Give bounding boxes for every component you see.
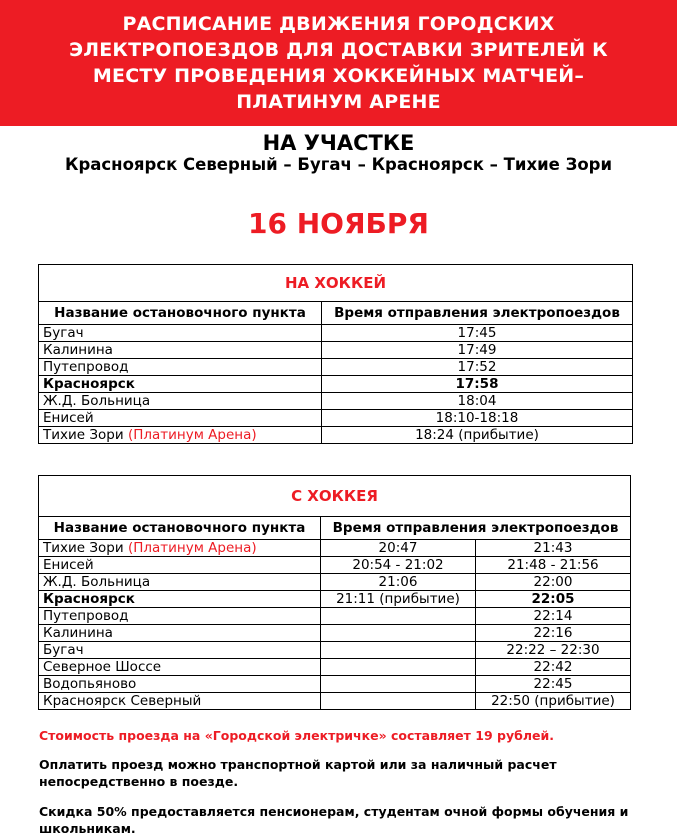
stop-name: Бугач: [43, 642, 84, 658]
table-row: [39, 393, 633, 410]
departure-time-train-1: [321, 676, 476, 693]
stop-name-cell: [39, 325, 322, 342]
departure-time: 17:49: [322, 342, 633, 359]
table-row: [39, 557, 631, 574]
stop-name: Красноярск: [43, 591, 135, 607]
table-row: [39, 693, 631, 710]
departure-time-train-2: 22:42: [476, 659, 631, 676]
stop-name: Ж.Д. Больница: [43, 393, 151, 409]
table-row: [39, 427, 633, 444]
departure-time-train-2: 21:43: [476, 540, 631, 557]
departure-time-train-1: 21:11 (прибытие): [321, 591, 476, 608]
stop-name-cell: [39, 540, 321, 557]
departure-time-train-2: 21:48 - 21:56: [476, 557, 631, 574]
departure-time: 17:45: [322, 325, 633, 342]
stop-name: Путепровод: [43, 359, 129, 375]
departure-time-train-2: 22:45: [476, 676, 631, 693]
stop-name-cell: [39, 376, 322, 393]
schedule-table-from-hockey: [38, 475, 631, 710]
column-header-time: Время отправления электропоездов: [321, 517, 631, 540]
stop-name: Енисей: [43, 410, 94, 426]
stop-name: Калинина: [43, 342, 113, 358]
table-row: [39, 574, 631, 591]
stop-name-cell: [39, 642, 321, 659]
table-title: С ХОККЕЯ: [39, 476, 631, 517]
departure-time-train-1: [321, 693, 476, 710]
stop-name-cell: [39, 659, 321, 676]
table-row: [39, 591, 631, 608]
stop-name: Енисей: [43, 557, 94, 573]
stop-name: Калинина: [43, 625, 113, 641]
table-row: [39, 642, 631, 659]
departure-time-train-2: 22:16: [476, 625, 631, 642]
table-row: [39, 608, 631, 625]
departure-time-train-1: [321, 659, 476, 676]
departure-time-train-2: 22:05: [476, 591, 631, 608]
schedule-table-to-hockey: [38, 264, 633, 444]
departure-time-train-1: [321, 625, 476, 642]
date-title: 16 НОЯБРЯ: [248, 207, 429, 240]
departure-time-train-1: [321, 642, 476, 659]
stop-name-cell: [39, 359, 322, 376]
route-title: Красноярск Северный – Бугач – Красноярск – Тихие Зори: [64, 155, 613, 174]
section-title: НА УЧАСТКЕ: [262, 131, 415, 155]
stop-name: Тихие Зори: [43, 427, 124, 443]
stop-name-cell: [39, 608, 321, 625]
stop-name: Тихие Зори: [43, 540, 124, 556]
departure-time-train-1: [321, 608, 476, 625]
departure-time-train-1: 21:06: [321, 574, 476, 591]
departure-time-train-1: 20:47: [321, 540, 476, 557]
stop-name-cell: [39, 591, 321, 608]
departure-time-train-2: 22:22 – 22:30: [476, 642, 631, 659]
stop-name-cell: [39, 342, 322, 359]
header-banner: [0, 0, 677, 126]
stop-name: Красноярск: [43, 376, 135, 392]
column-header-stop: Название остановочного пункта: [39, 302, 322, 325]
stop-name: Красноярск Северный: [43, 693, 202, 709]
departure-time-train-2: 22:00: [476, 574, 631, 591]
venue-label: (Платинум Арена): [127, 427, 257, 443]
stop-name: Путепровод: [43, 608, 129, 624]
stop-name-cell: [39, 410, 322, 427]
table-row: [39, 359, 633, 376]
departure-time: 18:10-18:18: [322, 410, 633, 427]
table-row: [39, 410, 633, 427]
departure-time-train-2: 22:14: [476, 608, 631, 625]
stop-name-cell: [39, 427, 322, 444]
departure-time: 18:24 (прибытие): [322, 427, 633, 444]
stop-name-cell: [39, 693, 321, 710]
discount-note: Скидка 50% предоставляется пенсионерам, студентам очной формы обучения и школьникам.: [39, 804, 629, 836]
departure-time-train-1: 20:54 - 21:02: [321, 557, 476, 574]
price-note: Стоимость проезда на «Городской электричке» составляет 19 рублей.: [39, 728, 554, 743]
stop-name-cell: [39, 676, 321, 693]
departure-time: 17:52: [322, 359, 633, 376]
table-row: [39, 659, 631, 676]
stop-name-cell: [39, 557, 321, 574]
stop-name: Бугач: [43, 325, 84, 341]
venue-label: (Платинум Арена): [127, 540, 257, 556]
table-title: НА ХОККЕЙ: [39, 265, 633, 302]
column-header-stop: Название остановочного пункта: [39, 517, 321, 540]
departure-time: 17:58: [322, 376, 633, 393]
table-row: [39, 325, 633, 342]
table-row: [39, 376, 633, 393]
stop-name: Северное Шоссе: [43, 659, 162, 675]
departure-time: 18:04: [322, 393, 633, 410]
departure-time-train-2: 22:50 (прибытие): [476, 693, 631, 710]
table-row: [39, 676, 631, 693]
table-row: [39, 342, 633, 359]
table-row: [39, 540, 631, 557]
table-row: [39, 625, 631, 642]
stop-name-cell: [39, 625, 321, 642]
payment-note: Оплатить проезд можно транспортной картой или за наличный расчет непосредственно в поезде.: [39, 757, 557, 789]
stop-name: Водопьяново: [43, 676, 137, 692]
stop-name-cell: [39, 574, 321, 591]
banner-title: РАСПИСАНИЕ ДВИЖЕНИЯ ГОРОДСКИХ ЭЛЕКТРОПОЕЗДОВ ДЛЯ ДОСТАВКИ ЗРИТЕЛЕЙ К МЕСТУ ПРОВЕДЕНИЯ ХОККЕЙНЫХ МАТЧЕЙ– ПЛАТИНУМ АРЕНЕ: [69, 13, 608, 113]
stop-name: Ж.Д. Больница: [43, 574, 151, 590]
stop-name-cell: [39, 393, 322, 410]
column-header-time: Время отправления электропоездов: [322, 302, 633, 325]
